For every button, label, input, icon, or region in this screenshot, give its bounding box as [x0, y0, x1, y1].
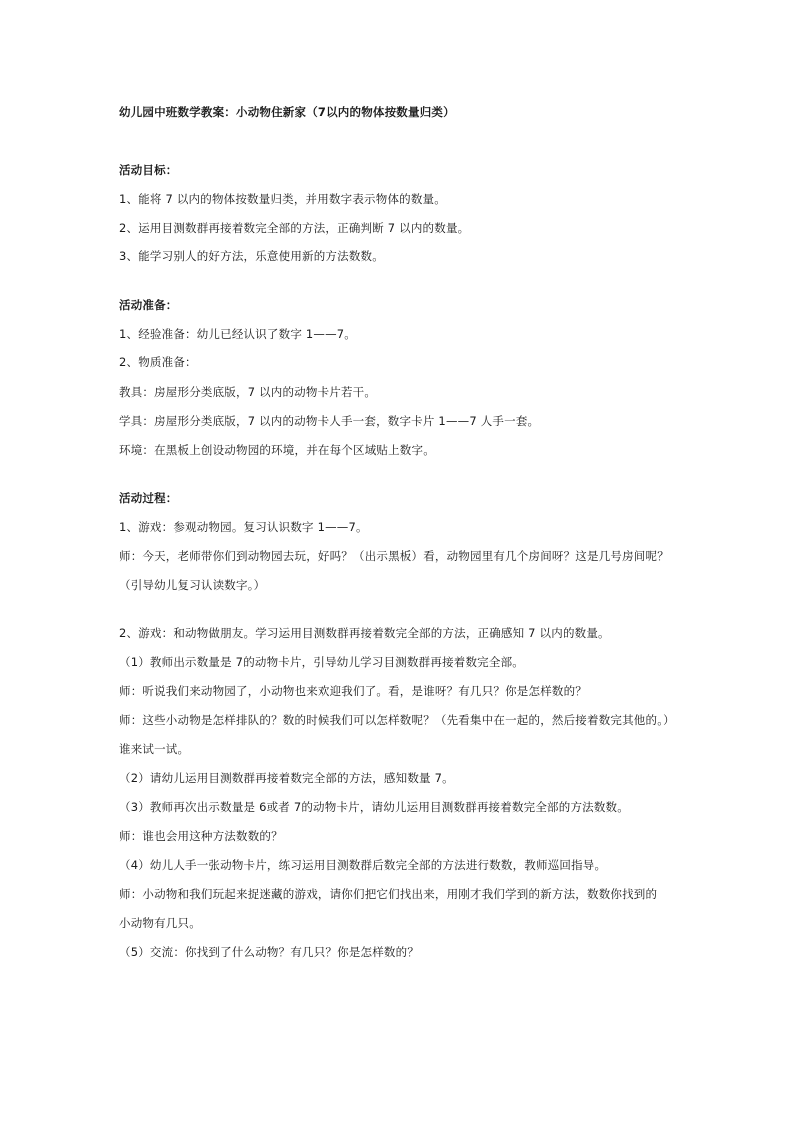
- process-item: 师：听说我们来动物园了，小动物也来欢迎我们了。看，是谁呀？有几只？你是怎样数的？: [119, 684, 587, 698]
- goals-heading: 活动目标：: [119, 163, 178, 177]
- process-item: 1、游戏：参观动物园。复习认识数字 1——7。: [119, 520, 368, 534]
- process-item: 师：这些小动物是怎样排队的？数的时候我们可以怎样数呢？（先看集中在一起的，然后接着数完其他的。）: [119, 713, 675, 727]
- process-item: （5）交流：你找到了什么动物？有几只？你是怎样数的？: [119, 945, 420, 959]
- process-item: （3）教师再次出示数量是 6或者 7的动物卡片，请幼儿运用目测数群再接着数完全部的方法数数。: [119, 800, 629, 814]
- prep-heading: 活动准备：: [119, 298, 178, 312]
- prep-item: 教具：房屋形分类底版，7 以内的动物卡片若干。: [119, 385, 377, 399]
- process-item: （引导幼儿复习认读数字。）: [119, 578, 266, 592]
- process-item: （2）请幼儿运用目测数群再接着数完全部的方法，感知数量 7。: [119, 771, 454, 785]
- process-item: 师：今天，老师带你们到动物园去玩，好吗？（出示黑板）看，动物园里有几个房间呀？这是几号房间呢？: [119, 549, 669, 563]
- process-item: （1）教师出示数量是 7的动物卡片，引导幼儿学习目测数群再接着数完全部。: [119, 655, 524, 669]
- process-item: 小动物有几只。: [119, 916, 201, 930]
- prep-item: 1、经验准备：幼儿已经认识了数字 1——7。: [119, 327, 357, 341]
- process-item: （4）幼儿人手一张动物卡片，练习运用目测数群后数完全部的方法进行数数，教师巡回指导。: [119, 858, 607, 872]
- process-item: 师：谁也会用这种方法数数的？: [119, 829, 283, 843]
- prep-item: 2、物质准备：: [119, 355, 197, 369]
- prep-item: 环境：在黑板上创设动物园的环境，并在每个区域贴上数字。: [119, 443, 435, 457]
- goal-item: 3、能学习别人的好方法，乐意使用新的方法数数。: [119, 249, 384, 263]
- goal-item: 2、运用目测数群再接着数完全部的方法，正确判断 7 以内的数量。: [119, 221, 470, 235]
- goal-item: 1、能将 7 以内的物体按数量归类，并用数字表示物体的数量。: [119, 192, 446, 206]
- document-title: 幼儿园中班数学教案：小动物住新家（7以内的物体按数量归类）: [119, 105, 455, 119]
- process-item: 谁来试一试。: [119, 742, 190, 756]
- process-heading: 活动过程：: [119, 491, 178, 505]
- process-item: 2、游戏：和动物做朋友。学习运用目测数群再接着数完全部的方法，正确感知 7 以内的数量。: [119, 626, 610, 640]
- prep-item: 学具：房屋形分类底版，7 以内的动物卡人手一套，数字卡片 1——7 人手一套。: [119, 414, 540, 428]
- process-item: 师：小动物和我们玩起来捉迷藏的游戏，请你们把它们找出来，用刚才我们学到的新方法，数数你找到的: [119, 887, 658, 901]
